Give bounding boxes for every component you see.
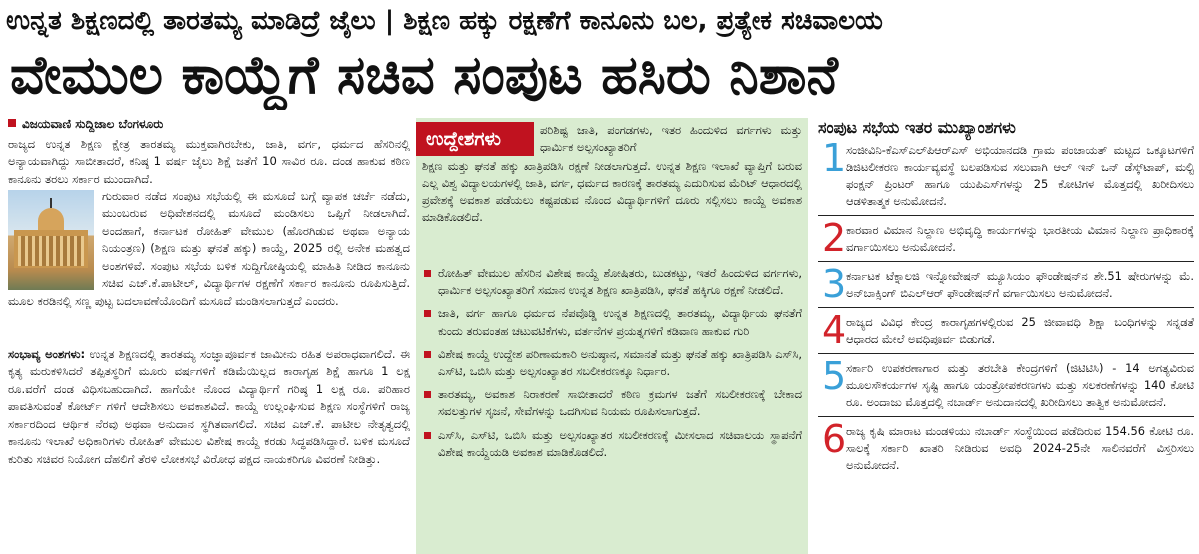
byline-square-icon <box>8 119 16 127</box>
objectives-panel <box>416 118 808 554</box>
highlight-text: ಕಾರವಾರ ವಿಮಾನ ನಿಲ್ದಾಣ ಅಭಿವೃದ್ಧಿ ಕಾರ್ಯಗಳನ್ನು ಭಾರತೀಯ ವಿಮಾನ ನಿಲ್ದಾಣ ಪ್ರಾಧಿಕಾರಕ್ಕೆ ವರ್ಗಾಯಿಸಲು ಅನುಮೋದನೆ. <box>846 223 1194 254</box>
objectives-intro: ಶಿಕ್ಷಣ ಮತ್ತು ಘನತೆ ಹಕ್ಕು ಖಾತ್ರಿಪಡಿಸಿ ರಕ್ಷಣೆ ನೀಡಲಾಗುತ್ತದೆ. ಉನ್ನತ ಶಿಕ್ಷಣ ಇಲಾಖೆ ವ್ಯಾಪ್ತಿಗೆ ಬರುವ ಎಲ್ಲ ವಿಶ್ವ ವಿದ್ಯಾಲಯಗಳಲ್ಲಿ ಜಾತಿ, ವರ್ಗ, ಧರ್ಮದ ಕಾರಣಕ್ಕೆ ತಾರತಮ್ಯ ಎದುರಿಸುವ ಮೆರಿಟ್ ಆಧಾರದಲ್ಲಿ ಪ್ರವೇಶಕ್ಕೆ ಅವಕಾಶ ಪಡೆಯಲು ಕಷ್ಟಪಡುವ ನೊಂದ ವಿದ್ಯಾರ್ಥಿಗಳಿಗೆ ದೂರು ಸಲ್ಲಿಸಲು ಕಾಯ್ದೆ ಅವಕಾಶ ಮಾಡಿಕೊಡಲಿದೆ. <box>422 159 802 224</box>
objective-text: ವಿಶೇಷ ಕಾಯ್ದೆ ಉದ್ದೇಶ ಪರಿಣಾಮಕಾರಿ ಅನುಷ್ಠಾನ, ಸಮಾನತೆ ಮತ್ತು ಘನತೆ ಹಕ್ಕು ಖಾತ್ರಿಪಡಿಸಿ ಎಸ್‌ಸಿ, ಎಸ್‌ಟಿ, ಒಬಿಸಿ ಮತ್ತು ಅಲ್ಪಸಂಖ್ಯಾತರ ಸಬಲೀಕರಣಕ್ಕೂ ನಿರ್ಧಾರ. <box>438 346 802 379</box>
objective-item <box>422 305 802 339</box>
objectives-tag: ಉದ್ದೇಶಗಳು <box>416 122 534 156</box>
objective-text: ಜಾತಿ, ವರ್ಗ ಹಾಗೂ ಧರ್ಮದ ನೆಪವೊಡ್ಡಿ ಉನ್ನತ ಶಿಕ್ಷಣದಲ್ಲಿ ತಾರತಮ್ಯ, ವಿದ್ಯಾರ್ಥಿಯ ಘನತೆಗೆ ಕುಂದು ತರುವಂತಹ ಚಟುವಟಿಕೆಗಳು, ವರ್ತನೆಗಳ ಪ್ರಯತ್ನಗಳಿಗೆ ಕಡಿವಾಣ ಹಾಕುವ ಗುರಿ <box>438 306 802 338</box>
objective-item <box>422 265 802 299</box>
objective-item <box>422 346 802 380</box>
highlight-item <box>818 354 1194 417</box>
highlight-number: 5 <box>822 354 847 398</box>
highlight-item <box>818 216 1194 262</box>
objectives-list <box>422 265 802 467</box>
possible-points-text: ಉನ್ನತ ಶಿಕ್ಷಣದಲ್ಲಿ ತಾರತಮ್ಯ ಸಂಜ್ಞಾಪೂರ್ವಕ ಜಾಮೀನು ರಹಿತ ಅಪರಾಧವಾಗಲಿದೆ. ಈ ಕೃತ್ಯ ಮರುಕಳಿಸಿದರೆ ತಪ್ಪಿತಸ್ಥರಿಗೆ ಮೂರು ವರ್ಷಗಳಿಗೆ ಕಡಿಮೆಯಿಲ್ಲದ ಕಾರಾಗೃಹ ಶಿಕ್ಷೆ ಹಾಗೂ 1 ಲಕ್ಷ ರೂ.ವರೆಗೆ ದಂಡ ವಿಧಿಸಬಹುದಾಗಿದೆ. ಹಾಗೆಯೇ ನೊಂದ ವಿದ್ಯಾರ್ಥಿಗೆ ಗರಿಷ್ಠ 1 ಲಕ್ಷ ರೂ. ಪರಿಹಾರ ಪಾವತಿಸುವಂತೆ ಕೋರ್ಟ್ ಗಳಿಗೆ ಆದೇಶಿಸಲು ಅವಕಾಶವಿದೆ. ಕಾಯ್ದೆ ಉಲ್ಲಂಘಿಸುವ ಶಿಕ್ಷಣ ಸಂಸ್ಥೆಗಳಿಗೆ ರಾಜ್ಯ ಸರ್ಕಾರದಿಂದ ಆರ್ಥಿಕ ನೆರವು ಅಥವಾ ಅನುದಾನ ಸ್ಥಗಿತವಾಗಲಿದೆ. ಸಚಿವ ಎಚ್.ಕೆ. ಪಾಟೀಲ ನೇತೃತ್ವದಲ್ಲಿ ಕಾನೂನು ಇಲಾಖೆ ಅಧಿಕಾರಿಗಳು ರೋಹಿತ್ ವೇಮುಲ ವಿಶೇಷ ಕಾಯ್ದೆ ಕರಡು ಸಿದ್ಧಪಡಿಸಿದ್ದಾರೆ. ಬಳಿಕ ಮಸೂದೆ ಕುರಿತು ಸಚಿವರ ನಿಯೋಗ ದೆಹಲಿಗೆ ತೆರಳಿ ಲೋಕಸಭೆ ವಿರೋಧ ಪಕ್ಷದ ನಾಯಕರಿಗೂ ವಿವರಣೆ ನೀಡಿತ್ತು. <box>8 346 410 466</box>
paragraph-possible-points <box>8 346 410 554</box>
highlight-number: 3 <box>822 262 847 306</box>
highlight-text: ರಾಜ್ಯ ಕೃಷಿ ಮಾರಾಟ ಮಂಡಳಿಯು ನಬಾರ್ಡ್ ಸಂಸ್ಥೆಯಿಂದ ಪಡೆದಿರುವ 154.56 ಕೋಟಿ ರೂ. ಸಾಲಕ್ಕೆ ಸರ್ಕಾರಿ ಖಾತರಿ ನೀಡಿರುವ ಅವಧಿ 2024-25ನೇ ಸಾಲಿನವರೆಗೆ ವಿಸ್ತರಿಸಲು ಅನುಮೋದನೆ. <box>846 424 1194 472</box>
highlight-item <box>818 308 1194 354</box>
highlight-number: 1 <box>822 136 847 180</box>
highlight-text: ಕರ್ನಾಟಕ ಟೆಕ್ನಾಲಜಿ ಇನ್ನೋವೇಷನ್ ಮ್ಯೂಸಿಯಂ ಫೌಂಡೇಷನ್‌ನ ಶೇ.51 ಷೇರುಗಳನ್ನು ಮೆ. ಅನ್‌ಬಾಕ್ಸಿಂಗ್ ಬಿಎಲ್‌ಆರ್ ಫೌಂಡೇಷನ್‌ಗೆ ವರ್ಗಾಯಿಸಲು ಅನುಮೋದನೆ. <box>846 269 1194 300</box>
highlight-text: ಸರ್ಕಾರಿ ಉಪಕರಣಾಗಾರ ಮತ್ತು ತರಬೇತಿ ಕೇಂದ್ರಗಳಿಗೆ (ಜಿಟಿಟಿಸಿ) - 14 ಅಗತ್ಯವಿರುವ ಮೂಲಸೌಕರ್ಯಗಳ ಸೃಷ್ಟಿ ಹಾಗೂ ಯಂತ್ರೋಪಕರಣಗಳು ಮತ್ತು ಸಲಕರಣೆಗಳನ್ನು 140 ಕೋಟಿ ರೂ. ಅಂದಾಜು ಮೊತ್ತದಲ್ಲಿ ನಬಾರ್ಡ್ ಅನುದಾನದಲ್ಲಿ ಖರೀದಿಸಲು ತಾತ್ವಿಕ ಅನುಮೋದನೆ. <box>846 361 1194 409</box>
highlights-title: ಸಂಪುಟ ಸಭೆಯ ಇತರ ಮುಖ್ಯಾಂಶಗಳು <box>818 118 1016 137</box>
highlight-item <box>818 262 1194 308</box>
objectives-intro-top: ಪರಿಶಿಷ್ಟ ಜಾತಿ, ಪಂಗಡಗಳು, ಇತರ ಹಿಂದುಳಿದ ವರ್ಗಗಳು ಮತ್ತು ಧಾರ್ಮಿಕ ಅಲ್ಪಸಂಖ್ಯಾತರಿಗೆ <box>540 123 802 154</box>
possible-points-label: ಸಂಭಾವ್ಯ ಅಂಶಗಳು: <box>8 346 86 361</box>
paragraph-cabinet-text: ಗುರುವಾರ ನಡೆದ ಸಂಪುಟ ಸಭೆಯಲ್ಲಿ ಈ ಮಸೂದೆ ಬಗ್ಗೆ ವ್ಯಾಪಕ ಚರ್ಚೆ ನಡೆದು, ಮುಂಬರುವ ಅಧಿವೇಶನದಲ್ಲಿ ಮಸೂದೆ ಮಂಡಿಸಲು ಒಪ್ಪಿಗೆ ನೀಡಲಾಗಿದೆ. ಅಂದಹಾಗೆ, ಕರ್ನಾಟಕ ರೋಹಿತ್ ವೇಮುಲ (ಹೊರಗಿಡುವ ಅಥವಾ ಅನ್ಯಾಯ ನಿಯಂತ್ರಣ) (ಶಿಕ್ಷಣ ಮತ್ತು ಘನತೆ ಹಕ್ಕು) ಕಾಯ್ದೆ, 2025 ರಲ್ಲಿ ಅನೇಕ ಮಹತ್ವದ ಅಂಶಗಳಿವೆ. ಸಂಪುಟ ಸಭೆಯ ಬಳಿಕ ಸುದ್ದಿಗೋಷ್ಠಿಯಲ್ಲಿ ಮಾಹಿತಿ ನೀಡಿದ ಕಾನೂನು ಸಚಿವ ಎಚ್.ಕೆ.ಪಾಟೀಲ್, ವಿದ್ಯಾರ್ಥಿಗಳ ರಕ್ಷಣೆಗೆ ಸರ್ಕಾರ ಕಾನೂನು ರೂಪಿಸುತ್ತಿದೆ. ಮೂಲ ಕರಡಿನಲ್ಲಿ ಸಣ್ಣ ಪುಟ್ಟ ಬದಲಾವಣೆಯೊಂದಿಗೆ ಮಸೂದೆ ಮಂಡಿಸಲಾಗುತ್ತದೆ ಎಂದರು. <box>8 188 410 308</box>
objective-text: ತಾರತಮ್ಯ, ಅವಕಾಶ ನಿರಾಕರಣೆ ಸಾಬೀತಾದರೆ ಕಠಿಣ ಕ್ರಮಗಳ ಜತೆಗೆ ಸಬಲೀಕರಣಕ್ಕೆ ಬೇಕಾದ ಸವಲತ್ತುಗಳ ಸೃಜನೆ, ಸೇವೆಗಳನ್ನು ಒದಗಿಸುವ ನಿಯಮ ರೂಪಿಸಲಾಗುತ್ತದೆ. <box>438 387 802 419</box>
kicker-headline: ಉನ್ನತ ಶಿಕ್ಷಣದಲ್ಲಿ ತಾರತಮ್ಯ ಮಾಡಿದ್ರೆ ಜೈಲು | ಶಿಕ್ಷಣ ಹಕ್ಕು ರಕ್ಷಣೆಗೆ ಕಾನೂನು ಬಲ, ಪ್ರತ್ಯೇಕ ಸಚಿವಾಲಯ <box>6 6 883 36</box>
vidhana-soudha-photo <box>8 190 94 290</box>
bullet-square-icon <box>424 432 431 439</box>
objective-item <box>422 427 802 461</box>
highlights-column <box>818 116 1194 552</box>
paragraph-intro: ರಾಜ್ಯದ ಉನ್ನತ ಶಿಕ್ಷಣ ಕ್ಷೇತ್ರ ತಾರತಮ್ಯ ಮುಕ್ತವಾಗಿರಬೇಕು, ಜಾತಿ, ವರ್ಗ, ಧರ್ಮದ ಹೆಸರಿನಲ್ಲಿ ಅನ್ಯಾಯವಾಗಿದ್ದು ಸಾಬೀತಾದರೆ, ಕನಿಷ್ಠ 1 ವರ್ಷ ಜೈಲು ಶಿಕ್ಷೆ ಜತೆಗೆ 10 ಸಾವಿರ ರೂ. ದಂಡ ಹಾಕುವ ಕಠಿಣ ಕಾನೂನು ತರಲು ಸರ್ಕಾರ ಮುಂದಾಗಿದೆ. <box>8 136 410 186</box>
byline <box>8 116 410 134</box>
highlight-text: ರಾಜ್ಯದ ವಿವಿಧ ಕೇಂದ್ರ ಕಾರಾಗೃಹಗಳಲ್ಲಿರುವ 25 ಜೀವಾವಧಿ ಶಿಕ್ಷಾ ಬಂಧಿಗಳನ್ನು ಸನ್ನಡತೆ ಆಧಾರದ ಮೇಲೆ ಅವಧಿಪೂರ್ವ ಬಿಡುಗಡೆ. <box>846 315 1194 346</box>
objective-text: ರೋಹಿತ್ ವೇಮುಲ ಹೆಸರಿನ ವಿಶೇಷ ಕಾಯ್ದೆ ಶೋಷಿತರು, ಬುಡಕಟ್ಟು, ಇತರೆ ಹಿಂದುಳಿದ ವರ್ಗಗಳು, ಧಾರ್ಮಿಕ ಅಲ್ಪಸಂಖ್ಯಾತರಿಗೆ ಸಮಾನ ಉನ್ನತ ಶಿಕ್ಷಣ ಖಾತ್ರಿಪಡಿಸಿ, ಘನತೆ ಹಕ್ಕಿಗೂ ರಕ್ಷಣೆ ನೀಡಲಿದೆ. <box>438 266 802 298</box>
main-headline: ವೇಮುಲ ಕಾಯ್ದೆಗೆ ಸಚಿವ ಸಂಪುಟ ಹಸಿರು ನಿಶಾನೆ <box>10 45 839 106</box>
byline-text: ವಿಜಯವಾಣಿ ಸುದ್ದಿಜಾಲ ಬೆಂಗಳೂರು <box>22 117 164 131</box>
objective-item <box>422 386 802 420</box>
highlight-text: ಸಂಜೀವಿನಿ-ಕೆಎಸ್‌ಎಲ್‌ಪಿಆರ್‌ಎಸ್ ಅಭಿಯಾನದಡಿ ಗ್ರಾಮ ಪಂಚಾಯತ್ ಮಟ್ಟದ ಒಕ್ಕೂಟಗಳಿಗೆ ಡಿಜಿಟಲೀಕರಣ ಕಾರ್ಯವ್ಯವಸ್ಥೆ ಬಲಪಡಿಸುವ ಸಲುವಾಗಿ ಆಲ್ ಇನ್ ಒನ್ ಡೆಸ್ಕ್‌ಟಾಪ್, ಮಲ್ಟಿ ಫಂಕ್ಷನ್ ಪ್ರಿಂಟರ್ ಹಾಗೂ ಯುಪಿಎಸ್‌ಗಳನ್ನು 25 ಕೋಟಿಗಳ ಮೊತ್ತದಲ್ಲಿ ಖರೀದಿಸಲು ಆಡಳಿತಾತ್ಮಕ ಅನುಮೋದನೆ. <box>846 143 1194 208</box>
objective-text: ಎಸ್‌ಸಿ, ಎಸ್‌ಟಿ, ಒಬಿಸಿ ಮತ್ತು ಅಲ್ಪಸಂಖ್ಯಾತರ ಸಬಲೀಕರಣಕ್ಕೆ ಮೀಸಲಾದ ಸಚಿವಾಲಯ ಸ್ಥಾಪನೆಗೆ ವಿಶೇಷ ಕಾಯ್ದೆಯಡಿ ಅವಕಾಶ ಮಾಡಿಕೊಡಲಿದೆ. <box>438 427 802 459</box>
bullet-square-icon <box>424 351 431 358</box>
paragraph-cabinet <box>8 188 410 346</box>
highlight-item <box>818 136 1194 216</box>
article-left-column <box>8 116 410 552</box>
bullet-square-icon <box>424 270 431 277</box>
highlight-item <box>818 417 1194 479</box>
bullet-square-icon <box>424 391 431 398</box>
bullet-square-icon <box>424 310 431 317</box>
highlight-number: 2 <box>822 216 847 260</box>
highlight-number: 6 <box>822 417 847 461</box>
highlight-number: 4 <box>822 308 847 352</box>
